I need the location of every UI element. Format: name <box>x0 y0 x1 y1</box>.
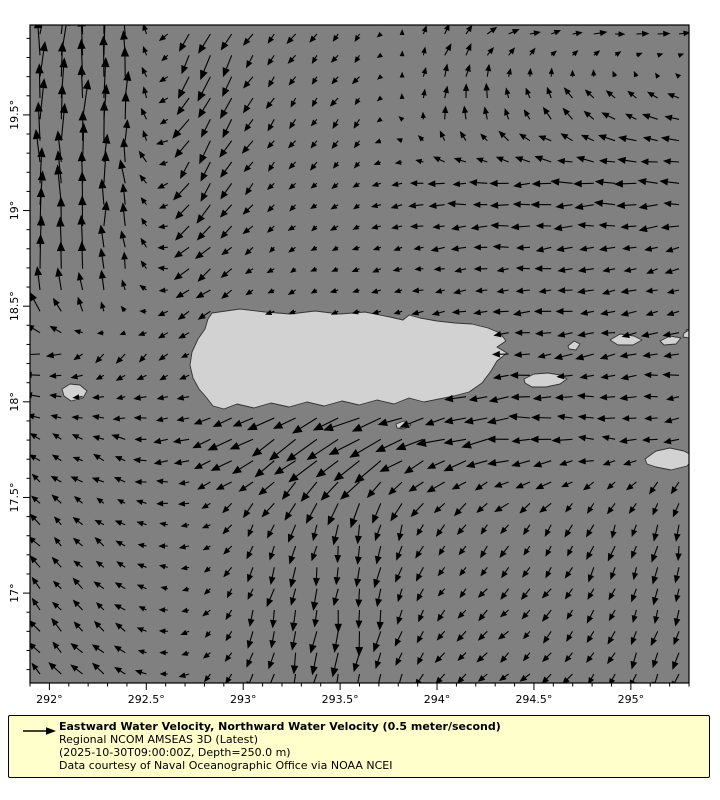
island-puerto-rico <box>190 309 507 409</box>
legend-title: Eastward Water Velocity, Northward Water Velocity (0.5 meter/second) <box>59 720 501 733</box>
x-tick-label: 293° <box>229 693 257 706</box>
y-tick-label: 17.5° <box>8 482 21 513</box>
legend-credit: Data courtesy of Naval Oceanographic Office via NOAA NCEI <box>59 759 393 772</box>
x-tick-label: 294.5° <box>515 693 553 706</box>
x-tick-label: 293.5° <box>321 693 359 706</box>
y-tick-label: 19.5° <box>8 99 21 130</box>
y-tick-label: 18.5° <box>8 291 21 322</box>
legend-box <box>8 715 710 778</box>
reference-arrow-icon <box>22 726 56 736</box>
legend-datetime: (2025-10-30T09:00:00Z, Depth=250.0 m) <box>59 746 291 759</box>
x-tick-label: 292° <box>36 693 63 706</box>
y-tick-label: 18° <box>8 392 21 412</box>
y-tick-label: 17° <box>8 583 21 603</box>
y-tick-label: 19° <box>8 200 21 221</box>
legend-model: Regional NCOM AMSEAS 3D (Latest) <box>59 733 258 746</box>
x-tick-label: 294° <box>423 693 451 706</box>
x-tick-label: 292.5° <box>127 693 165 706</box>
x-tick-label: 295° <box>617 693 645 706</box>
